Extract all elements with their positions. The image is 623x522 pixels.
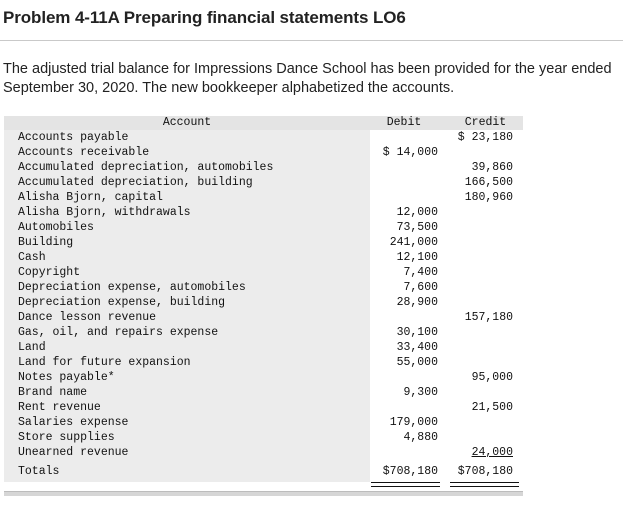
table-row	[4, 295, 523, 310]
account-cell: Salaries expense	[18, 416, 129, 429]
table-row	[4, 205, 523, 220]
account-cell: Building	[18, 236, 74, 249]
account-cell: Cash	[18, 251, 46, 264]
debit-cell: 33,400	[396, 341, 438, 354]
credit-column-header: Credit	[464, 116, 507, 129]
table-row	[4, 220, 523, 235]
trial-balance-table	[4, 116, 523, 496]
account-cell: Accumulated depreciation, automobiles	[18, 161, 274, 174]
totals-credit: $708,180	[457, 465, 513, 478]
credit-cell: $ 23,180	[457, 131, 513, 144]
credit-cell: 157,180	[464, 311, 513, 324]
debit-cell: 179,000	[389, 416, 438, 429]
table-row	[4, 325, 523, 340]
table-row	[4, 190, 523, 205]
credit-cell: 21,500	[471, 401, 513, 414]
account-cell: Alisha Bjorn, withdrawals	[18, 206, 191, 219]
debit-double-underline	[371, 482, 440, 487]
table-body	[4, 130, 523, 460]
account-cell: Depreciation expense, automobiles	[18, 281, 246, 294]
table-row	[4, 235, 523, 250]
account-cell: Land for future expansion	[18, 356, 191, 369]
credit-cell: 95,000	[471, 371, 513, 384]
debit-cell: $ 14,000	[382, 146, 438, 159]
table-row	[4, 400, 523, 415]
intro-paragraph: The adjusted trial balance for Impressions Dance School has been provided for the year ended September 30, 2020. The new bookkeeper alphabetized the accounts.	[3, 61, 612, 96]
totals-label: Totals	[18, 465, 60, 478]
account-cell: Store supplies	[18, 431, 115, 444]
account-cell: Unearned revenue	[18, 446, 129, 459]
table-row	[4, 310, 523, 325]
table-row	[4, 250, 523, 265]
account-cell: Depreciation expense, building	[18, 296, 226, 309]
account-column-header: Account	[162, 116, 212, 129]
table-header	[4, 116, 523, 130]
account-cell: Automobiles	[18, 221, 94, 234]
table-row	[4, 265, 523, 280]
table-row	[4, 340, 523, 355]
account-cell: Dance lesson revenue	[18, 311, 157, 324]
table-row	[4, 415, 523, 430]
account-cell: Accumulated depreciation, building	[18, 176, 253, 189]
account-cell: Land	[18, 341, 46, 354]
title-divider	[0, 40, 623, 41]
debit-cell: 30,100	[396, 326, 438, 339]
debit-cell: 9,300	[403, 386, 438, 399]
account-cell: Gas, oil, and repairs expense	[18, 326, 219, 339]
debit-cell: 241,000	[389, 236, 438, 249]
totals-debit: $708,180	[382, 465, 438, 478]
account-cell: Accounts receivable	[18, 146, 150, 159]
credit-cell: 24,000	[471, 446, 513, 459]
account-cell: Copyright	[18, 266, 81, 279]
debit-cell: 7,400	[403, 266, 438, 279]
debit-cell: 55,000	[396, 356, 438, 369]
credit-cell: 180,960	[464, 191, 513, 204]
table-row	[4, 355, 523, 370]
table-row	[4, 130, 523, 145]
credit-cell: 166,500	[464, 176, 513, 189]
table-row	[4, 160, 523, 175]
table-bottom-border	[4, 491, 523, 496]
account-cell: Accounts payable	[18, 131, 129, 144]
credit-double-underline	[450, 482, 519, 487]
account-cell: Notes payable*	[18, 371, 115, 384]
table-row	[4, 385, 523, 400]
table-row	[4, 430, 523, 445]
account-cell: Brand name	[18, 386, 88, 399]
table-row	[4, 145, 523, 160]
debit-cell: 12,000	[396, 206, 438, 219]
table-row	[4, 370, 523, 385]
account-cell: Rent revenue	[18, 401, 101, 414]
page-title: Problem 4-11A Preparing financial statements LO6	[3, 8, 406, 27]
account-cell: Alisha Bjorn, capital	[18, 191, 163, 204]
credit-cell: 39,860	[471, 161, 513, 174]
table-row	[4, 175, 523, 190]
debit-cell: 28,900	[396, 296, 438, 309]
table-row	[4, 445, 523, 460]
debit-column-header: Debit	[386, 116, 422, 129]
debit-cell: 4,880	[403, 431, 438, 444]
table-row	[4, 280, 523, 295]
debit-cell: 7,600	[403, 281, 438, 294]
totals-row	[4, 464, 523, 479]
debit-cell: 12,100	[396, 251, 438, 264]
debit-cell: 73,500	[396, 221, 438, 234]
